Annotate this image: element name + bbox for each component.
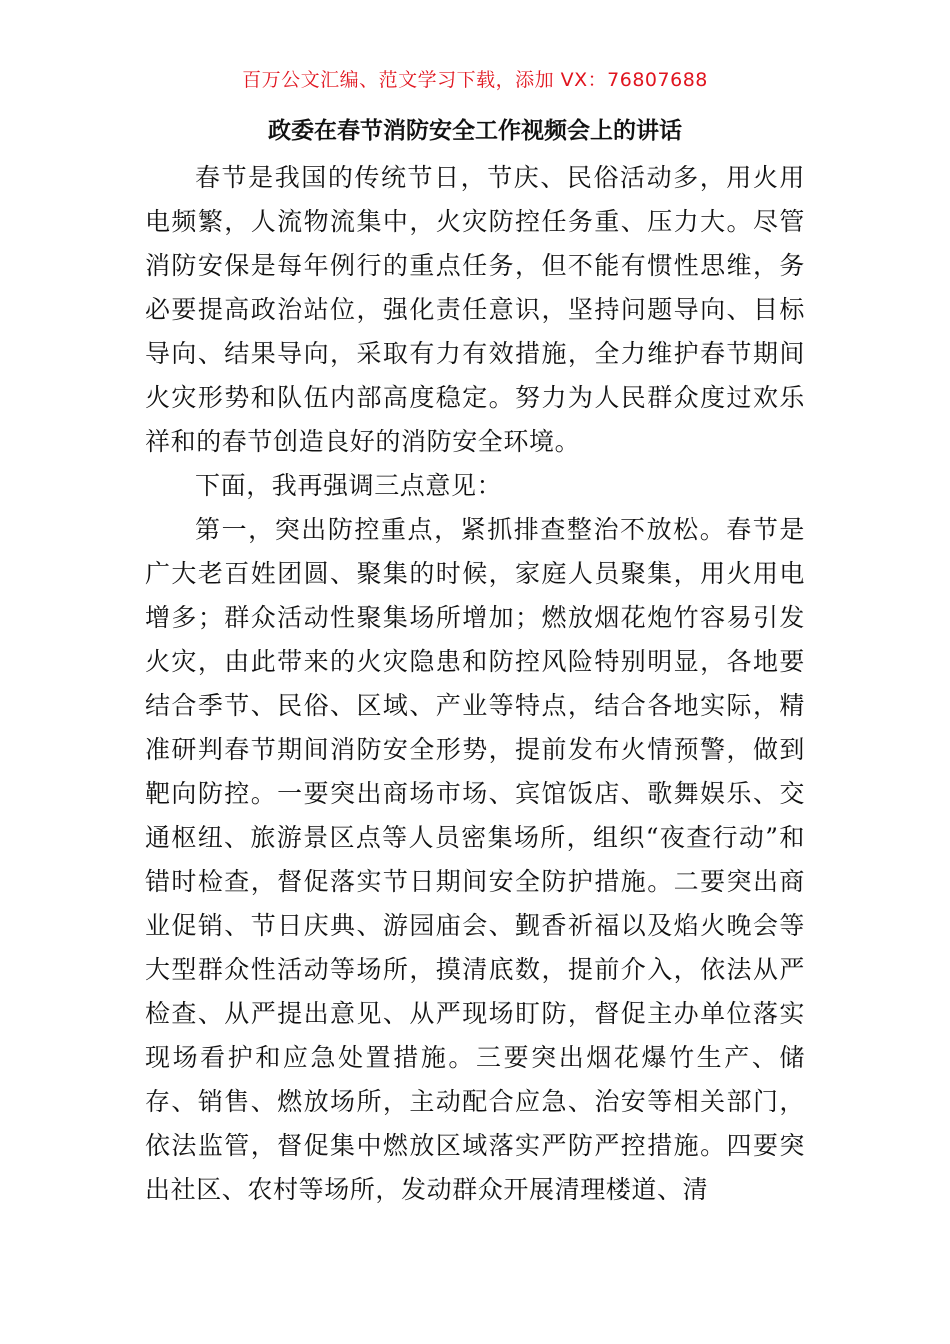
paragraph-point-one: 第一，突出防控重点，紧抓排查整治不放松。春节是广大老百姓团圆、聚集的时候，家庭人员聚集，用火用电增多；群众活动性聚集场所增加；燃放烟花炮竹容易引发火灾，由此带来的火灾隐患和防控风险特别明显，各地要结合季节、民俗、区域、产业等特点，结合各地实际，精准研判春节期间消防安全形势，提前发布火情预警，做到靶向防控。一要突出商场市场、宾馆饭店、歌舞娱乐、交通枢纽、旅游景区点等人员密集场所，组织“夜查行动”和错时检查，督促落实节日期间安全防护措施。二要突出商业促销、节日庆典、游园庙会、觐香祈福以及焰火晚会等大型群众性活动等场所，摸清底数，提前介入，依法从严检查、从严提出意见、从严现场盯防，督促主办单位落实现场看护和应急处置措施。三要突出烟花爆竹生产、储存、销售、燃放场所，主动配合应急、治安等相关部门，依法监管，督促集中燃放区域落实严防严控措施。四要突出社区、农村等场所，发动群众开展清理楼道、清 <box>145 515 805 1204</box>
document-body <box>145 156 805 1212</box>
paragraph-transition: 下面，我再强调三点意见： <box>195 471 503 500</box>
paragraph-intro: 春节是我国的传统节日，节庆、民俗活动多，用火用电频繁，人流物流集中，火灾防控任务重、压力大。尽管消防安保是每年例行的重点任务，但不能有惯性思维，务必要提高政治站位，强化责任意识，坚持问题导向、目标导向、结果导向，采取有力有效措施，全力维护春节期间火灾形势和队伍内部高度稳定。努力为人民群众度过欢乐祥和的春节创造良好的消防安全环境。 <box>145 163 805 456</box>
watermark-header: 百万公文汇编、范文学习下载，添加 VX：76807688 <box>242 69 708 91</box>
document-title: 政委在春节消防安全工作视频会上的讲话 <box>268 117 682 144</box>
